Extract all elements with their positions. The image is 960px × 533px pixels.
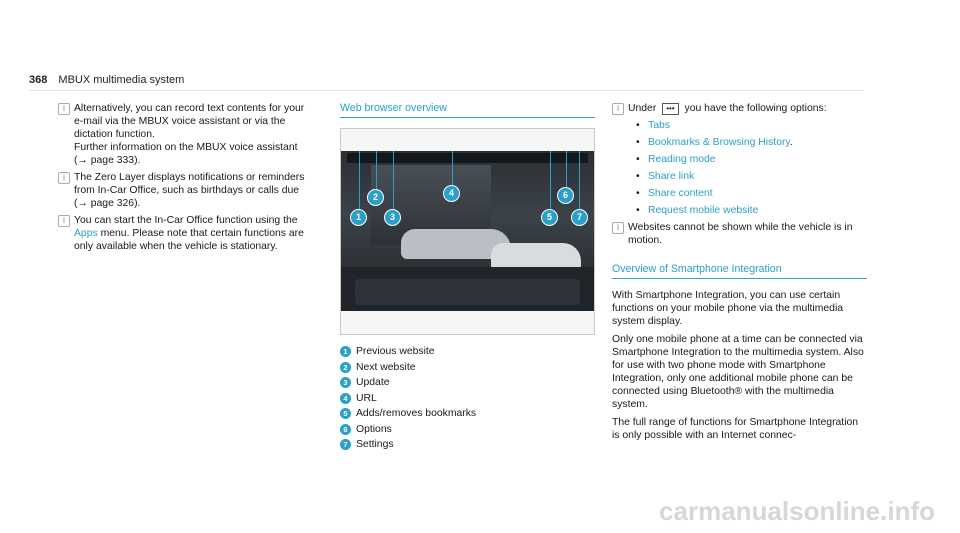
note-text: you have the following options: — [684, 103, 827, 114]
option-request-mobile — [636, 204, 867, 217]
option-link[interactable]: Share content — [648, 188, 713, 199]
info-icon: i — [58, 103, 70, 115]
legend-item — [340, 361, 595, 374]
note-text: Alternatively, you can record text contents for your e-mail via the MBUX voice assistant or via the dictation function. — [74, 103, 305, 140]
note-text: Under — [628, 103, 657, 114]
paragraph: With Smartphone Integration, you can use certain functions on your mobile phone via the multimedia system display. — [612, 290, 844, 327]
apps-link[interactable]: Apps — [74, 228, 98, 239]
legend-label: Previous website — [356, 346, 435, 357]
legend-item — [340, 423, 595, 436]
info-icon: i — [612, 222, 624, 234]
callout-badge-3: 3 — [384, 209, 401, 226]
callout-badge-7: 7 — [571, 209, 588, 226]
url-bar — [347, 153, 588, 163]
option-link[interactable]: Share link — [648, 171, 695, 182]
legend-number: 3 — [340, 377, 351, 388]
page-number: 368 — [29, 74, 48, 86]
callout-badge-4: 4 — [443, 185, 460, 202]
legend-number: 7 — [340, 439, 351, 450]
note-text: The Zero Layer displays notifications or reminders from In-Car Office, such as birthdays or calls due (→ page 326). — [74, 172, 305, 209]
info-icon: i — [58, 172, 70, 184]
option-link[interactable]: Tabs — [648, 120, 670, 131]
legend-item — [340, 438, 595, 451]
option-suffix: . — [789, 137, 793, 148]
options-list — [636, 119, 867, 217]
legend-number: 6 — [340, 424, 351, 435]
callout-badge-2: 2 — [367, 189, 384, 206]
paragraph: The full range of functions for Smartphone Integration is only possible with an Internet connec- — [612, 417, 859, 441]
note-in-car-office — [58, 214, 313, 253]
option-share-link — [636, 170, 867, 183]
option-link[interactable]: Reading mode — [648, 154, 716, 165]
option-share-content — [636, 187, 867, 200]
note-zero-layer — [58, 171, 313, 210]
column-3 — [612, 102, 867, 447]
callout-badge-5: 5 — [541, 209, 558, 226]
legend-item — [340, 376, 595, 389]
section-title-smartphone: Overview of Smartphone Integration — [612, 263, 867, 279]
legend-label: Next website — [356, 361, 416, 373]
column-1 — [58, 102, 313, 257]
browser-screenshot — [341, 151, 594, 311]
legend-label: Adds/removes bookmarks — [356, 408, 477, 419]
browser-screenshot-frame — [340, 128, 595, 335]
watermark-logo: carmanualsonline.info — [659, 496, 935, 526]
note-voice-assistant — [58, 102, 313, 167]
more-options-icon: ••• — [662, 103, 678, 115]
legend-label: URL — [356, 392, 377, 404]
paragraph: Only one mobile phone at a time can be connected via Smartphone Integration to the multimedia system. Also for use with two phone mode with Smartphone Integration, only one additional mobile phone can be connected using Bluetooth® with the multimedia system. — [612, 334, 864, 410]
header-rule — [29, 90, 864, 91]
legend-label: Update — [356, 377, 390, 388]
column-2 — [340, 102, 595, 454]
control-dock — [355, 279, 580, 305]
option-bookmarks — [636, 136, 867, 149]
info-icon: i — [612, 103, 624, 115]
option-reading-mode — [636, 153, 867, 166]
option-tabs — [636, 119, 867, 132]
info-icon: i — [58, 215, 70, 227]
note-text: Websites cannot be shown while the vehicle is in motion. — [628, 222, 853, 246]
callout-leader — [393, 151, 394, 217]
section-title-web-browser: Web browser overview — [340, 102, 595, 118]
note-text: Further information on the MBUX voice assistant (→ page 333). — [74, 142, 298, 166]
legend-number: 4 — [340, 393, 351, 404]
legend-number: 1 — [340, 346, 351, 357]
legend-number: 5 — [340, 408, 351, 419]
legend-item — [340, 392, 595, 405]
legend-number: 2 — [340, 362, 351, 373]
option-link[interactable]: Bookmarks & Browsing History — [648, 137, 790, 148]
legend-item — [340, 407, 595, 420]
page-header — [29, 74, 184, 86]
legend-label: Options — [356, 423, 392, 435]
option-link[interactable]: Request mobile website — [648, 205, 759, 216]
callout-badge-6: 6 — [557, 187, 574, 204]
note-motion — [612, 221, 867, 247]
legend-list — [340, 345, 595, 451]
callout-leader — [550, 151, 551, 217]
header-title: MBUX multimedia system — [58, 74, 185, 86]
note-text: menu. Please note that certain functions are only available when the vehicle is stationary. — [74, 228, 304, 252]
callout-badge-1: 1 — [350, 209, 367, 226]
note-options — [612, 102, 867, 115]
legend-label: Settings — [356, 439, 394, 450]
legend-item — [340, 345, 595, 358]
note-text: You can start the In-Car Office function using the — [74, 215, 298, 226]
